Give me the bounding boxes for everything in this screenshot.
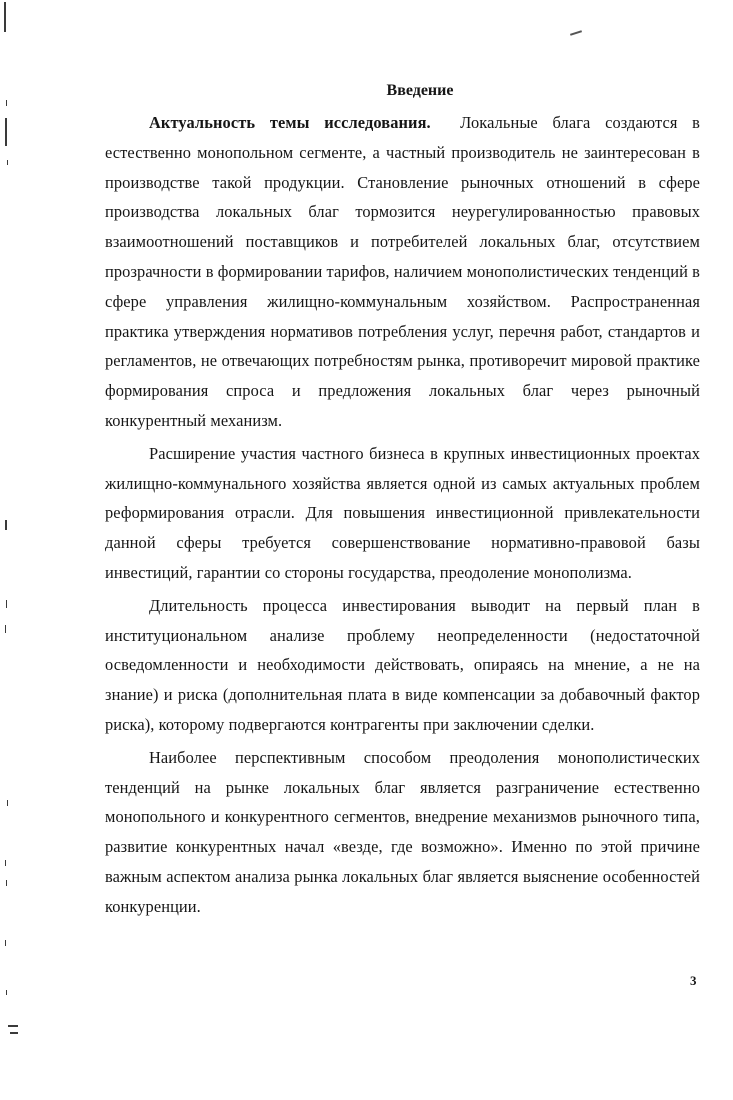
page-number: 3: [690, 973, 697, 988]
paragraph-relevance: [105, 108, 700, 436]
paragraph-competition: Наиболее перспективным способом преодоления монополистических тенденций на рынке локальных благ является разграничение естественно монопольного и конкурентного сегментов, внедрение механизмов рыночного типа, развитие конкурентных начал «везде, где возможно». Именно по этой причине важным аспектом анализа рынка локальных благ является выяснение особенностей конкуренции.: [105, 747, 700, 916]
paragraph-investment-duration: Длительность процесса инвестирования выводит на первый план в институциональном анализе проблему неопределенности (недостаточной осведомленности и необходимости действовать, опираясь на мнение, а не на знание) и риска (дополнительная плата в виде компенсации за добавочный фактор риска), которому подвергаются контрагенты при заключении сделки.: [105, 595, 700, 734]
scan-speck: [570, 30, 582, 36]
body-text: [105, 108, 700, 922]
paragraph-text: Локальные блага создаются в естественно монопольном сегменте, а частный производитель не заинтересован в производстве такой продукции. Становление рыночных отношений в сфере производства локальных благ тормозится неурегулированностью правовых взаимоотношений поставщиков и потребителей локальных благ, отсутствием прозрачности в формировании тарифов, наличием монополистических тенденций в сфере управления жилищно-коммунальным хозяйством. Распространенная практика утверждения нормативов потребления услуг, перечня работ, стандартов и регламентов, не отвечающих потребностям рынка, противоречит мировой практике формирования спроса и предложения локальных благ через рыночный конкурентный механизм.: [105, 113, 700, 430]
scan-edge-marks: [0, 0, 22, 1100]
paragraph-lead: Актуальность темы исследования.: [149, 113, 431, 132]
paragraph-private-business: Расширение участия частного бизнеса в крупных инвестиционных проектах жилищно-коммунального хозяйства является одной из самых актуальных проблем реформирования отрасли. Для повышения инвестиционной привлекательности данной сферы требуется совершенствование нормативно-правовой базы инвестиций, гарантии со стороны государства, преодоление монополизма.: [105, 443, 700, 582]
section-heading: Введение: [386, 82, 454, 99]
